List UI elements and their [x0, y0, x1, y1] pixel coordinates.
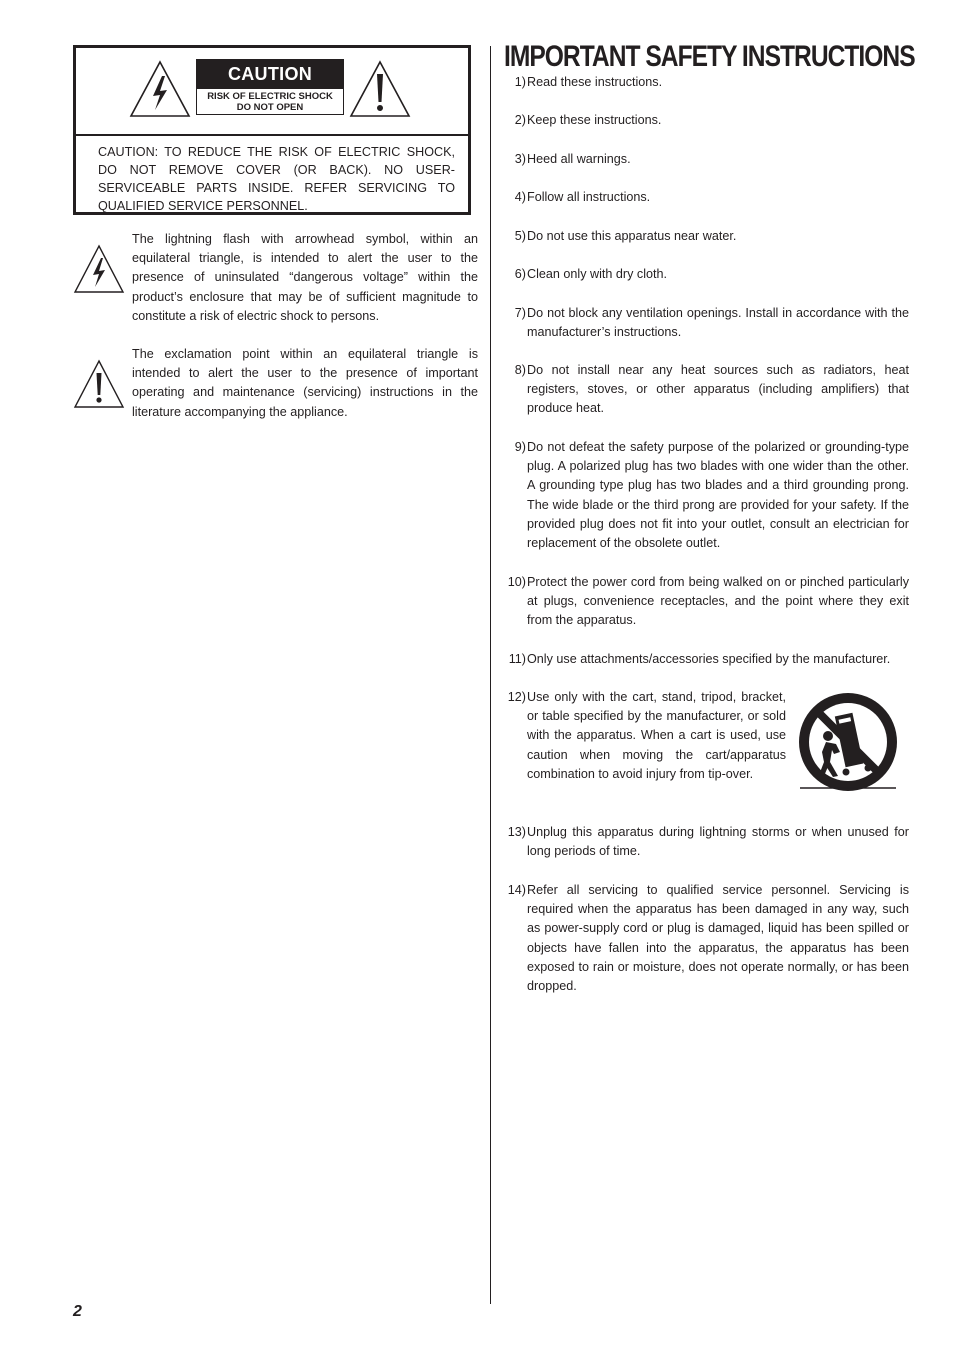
- instruction-number: 12): [507, 690, 526, 704]
- instruction-item: [504, 438, 909, 553]
- instruction-text: Read these instructions.: [527, 75, 663, 89]
- lightning-note: [73, 230, 478, 326]
- instruction-item: [504, 304, 909, 342]
- exclamation-warning-icon: [73, 359, 125, 409]
- instruction-text: Do not block any ventilation openings. Install in accordance with the manufacturer’s instructions.: [527, 306, 909, 340]
- instruction-item: [504, 227, 909, 246]
- instruction-text: Only use attachments/accessories specified by the manufacturer.: [527, 652, 891, 666]
- instruction-item: [504, 150, 909, 169]
- instruction-number: 3): [514, 152, 526, 166]
- instruction-text: Protect the power cord from being walked on or pinched particularly at plugs, convenience receptacles, and the point where they exit from the apparatus.: [527, 575, 909, 628]
- caution-label-sub1: RISK OF ELECTRIC SHOCK: [207, 91, 333, 102]
- instruction-text: Clean only with dry cloth.: [527, 267, 667, 281]
- instruction-item: [504, 73, 909, 92]
- instruction-number: 11): [508, 652, 526, 666]
- instruction-item: [504, 881, 909, 996]
- instruction-number: 7): [514, 306, 526, 320]
- lightning-warning-icon: [73, 244, 125, 294]
- instruction-number: 13): [507, 825, 526, 839]
- instruction-text: Do not use this apparatus near water.: [527, 229, 737, 243]
- instruction-number: 10): [507, 575, 526, 589]
- instruction-item: [504, 823, 909, 861]
- instruction-text: Refer all servicing to qualified service personnel. Servicing is required when the apparatus has been damaged in any way, such as power-supply cord or plug is damaged, liquid has been spilled or objects have fallen into the apparatus, the apparatus has been exposed to rain or moisture, does not operate normally, or has been dropped.: [527, 883, 909, 994]
- instruction-item: [504, 573, 909, 631]
- caution-box: [73, 45, 471, 215]
- instruction-item: [504, 188, 909, 207]
- instruction-number: 14): [507, 883, 526, 897]
- lightning-note-text: The lightning flash with arrowhead symbol, within an equilateral triangle, is intended to alert the user to the presence of uninsulated “dangerous voltage” within the product’s enclosure that may be of sufficient magnitude to constitute a risk of electric shock to persons.: [132, 232, 478, 323]
- caution-label-sub2: DO NOT OPEN: [236, 102, 304, 113]
- instruction-text: Do not install near any heat sources such as radiators, heat registers, stoves, or other apparatus (including amplifiers) that produce heat.: [527, 363, 909, 416]
- instruction-text: Do not defeat the safety purpose of the polarized or grounding-type plug. A polarized plug has two blades with one wider than the other. A grounding type plug has two blades and a third grounding prong. The wide blade or the third prong are provided for your safety. If the provided plug does not fit into your outlet, consult an electrician for replacement of the obsolete outlet.: [527, 440, 909, 551]
- instruction-number: 1): [514, 75, 526, 89]
- exclamation-note-text: The exclamation point within an equilateral triangle is intended to alert the user to the presence of important operating and maintenance (servicing) instructions in the literature accompanying the appliance.: [132, 347, 478, 419]
- exclamation-note: [73, 345, 478, 422]
- instruction-text: Keep these instructions.: [527, 113, 662, 127]
- instruction-number: 5): [514, 229, 526, 243]
- page-title: IMPORTANT SAFETY INSTRUCTIONS: [504, 40, 915, 73]
- column-divider: [490, 46, 491, 1304]
- instruction-text: Unplug this apparatus during lightning storms or when unused for long periods of time.: [527, 825, 909, 859]
- instruction-text: Use only with the cart, stand, tripod, bracket, or table specified by the manufacturer, or sold with the apparatus. When a cart is used, use caution when moving the cart/apparatus combination to avoid injury from tip-over.: [527, 690, 786, 781]
- cart-tip-over-warning-icon: [796, 690, 900, 794]
- instruction-item: [504, 650, 909, 669]
- instruction-number: 9): [514, 440, 526, 454]
- instruction-number: 2): [514, 113, 526, 127]
- instruction-number: 4): [514, 190, 526, 204]
- caution-symbol-row: [76, 48, 468, 136]
- instruction-item: [504, 111, 909, 130]
- instruction-text: Heed all warnings.: [527, 152, 631, 166]
- instruction-item: [504, 361, 909, 419]
- instruction-number: 8): [514, 363, 526, 377]
- exclamation-warning-icon: [349, 60, 411, 118]
- caution-label: [196, 59, 344, 115]
- caution-label-head: CAUTION: [197, 60, 343, 89]
- instruction-number: 6): [514, 267, 526, 281]
- caution-text: CAUTION: TO REDUCE THE RISK OF ELECTRIC SHOCK, DO NOT REMOVE COVER (OR BACK). NO USER-SERVICEABLE PARTS INSIDE. REFER SERVICING TO QUALIFIED SERVICE PERSONNEL.: [98, 145, 455, 213]
- page-number: 2: [73, 1303, 82, 1320]
- instruction-item: [504, 265, 909, 284]
- lightning-warning-icon: [129, 60, 191, 118]
- instruction-text: Follow all instructions.: [527, 190, 651, 204]
